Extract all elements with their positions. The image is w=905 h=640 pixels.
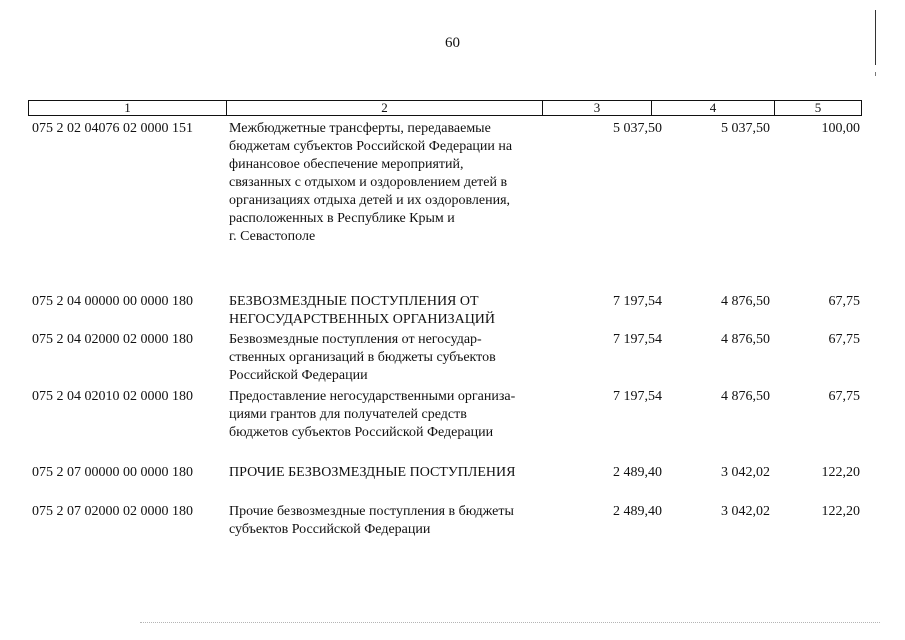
name-line: финансовое обеспечение мероприятий, — [229, 157, 464, 172]
value-col4: 3 042,02 — [721, 465, 770, 480]
value-col3: 2 489,40 — [613, 504, 662, 519]
value-col3: 5 037,50 — [613, 121, 662, 136]
value-col5: 67,75 — [828, 389, 860, 404]
value-col4: 4 876,50 — [721, 332, 770, 347]
name-line: ПРОЧИЕ БЕЗВОЗМЕЗДНЫЕ ПОСТУПЛЕНИЯ — [229, 465, 516, 480]
column-header-4: 4 — [652, 101, 775, 115]
value-col5: 122,20 — [821, 465, 860, 480]
revenue-name — [229, 293, 549, 329]
name-line: бюджетов субъектов Российской Федерации — [229, 425, 494, 440]
name-line: Прочие безвозмездные поступления в бюджеты — [229, 504, 514, 519]
value-col4: 4 876,50 — [721, 294, 770, 309]
name-line: Российской Федерации — [229, 368, 368, 383]
column-header-3: 3 — [543, 101, 652, 115]
column-header-1: 1 — [29, 101, 227, 115]
name-line: Межбюджетные трансферты, передаваемые — [229, 121, 491, 136]
budget-code: 075 2 04 02000 02 0000 180 — [32, 332, 193, 347]
name-line: субъектов Российской Федерации — [229, 522, 431, 537]
revenue-name — [229, 331, 549, 385]
table-header-row — [28, 100, 862, 116]
name-line: ственных организаций в бюджеты субъектов — [229, 350, 496, 365]
name-line: Безвозмездные поступления от негосудар- — [229, 332, 482, 347]
name-line: бюджетам субъектов Российской Федерации на — [229, 139, 513, 154]
page-number: 60 — [445, 35, 460, 51]
name-line: г. Севастополе — [229, 229, 316, 244]
budget-code: 075 2 07 00000 00 0000 180 — [32, 465, 193, 480]
value-col5: 122,20 — [821, 504, 860, 519]
margin-mark — [875, 72, 876, 76]
revenue-name — [229, 464, 549, 482]
value-col3: 7 197,54 — [613, 389, 662, 404]
value-col4: 4 876,50 — [721, 389, 770, 404]
name-line: связанных с отдыхом и оздоровлением детей в — [229, 175, 508, 190]
value-col3: 7 197,54 — [613, 294, 662, 309]
scan-artifact-line — [140, 622, 880, 623]
margin-line — [875, 10, 876, 65]
name-line: НЕГОСУДАРСТВЕННЫХ ОРГАНИЗАЦИЙ — [229, 312, 496, 327]
budget-code: 075 2 04 00000 00 0000 180 — [32, 294, 193, 309]
name-line: организациях отдыха детей и их оздоровления, — [229, 193, 511, 208]
name-line: БЕЗВОЗМЕЗДНЫЕ ПОСТУПЛЕНИЯ ОТ — [229, 294, 479, 309]
value-col5: 67,75 — [828, 294, 860, 309]
column-header-5: 5 — [814, 100, 822, 115]
value-col4: 3 042,02 — [721, 504, 770, 519]
revenue-name — [229, 503, 549, 539]
column-header-2: 2 — [227, 101, 543, 115]
budget-code: 075 2 07 02000 02 0000 180 — [32, 504, 193, 519]
value-col3: 7 197,54 — [613, 332, 662, 347]
revenue-name — [229, 120, 549, 246]
revenue-name — [229, 388, 549, 442]
value-col5: 100,00 — [821, 121, 860, 136]
name-line: Предоставление негосударственными организа- — [229, 389, 516, 404]
budget-code: 075 2 04 02010 02 0000 180 — [32, 389, 193, 404]
value-col3: 2 489,40 — [613, 465, 662, 480]
value-col4: 5 037,50 — [721, 121, 770, 136]
name-line: расположенных в Республике Крым и — [229, 211, 455, 226]
name-line: циями грантов для получателей средств — [229, 407, 467, 422]
budget-code: 075 2 02 04076 02 0000 151 — [32, 121, 193, 136]
value-col5: 67,75 — [828, 332, 860, 347]
